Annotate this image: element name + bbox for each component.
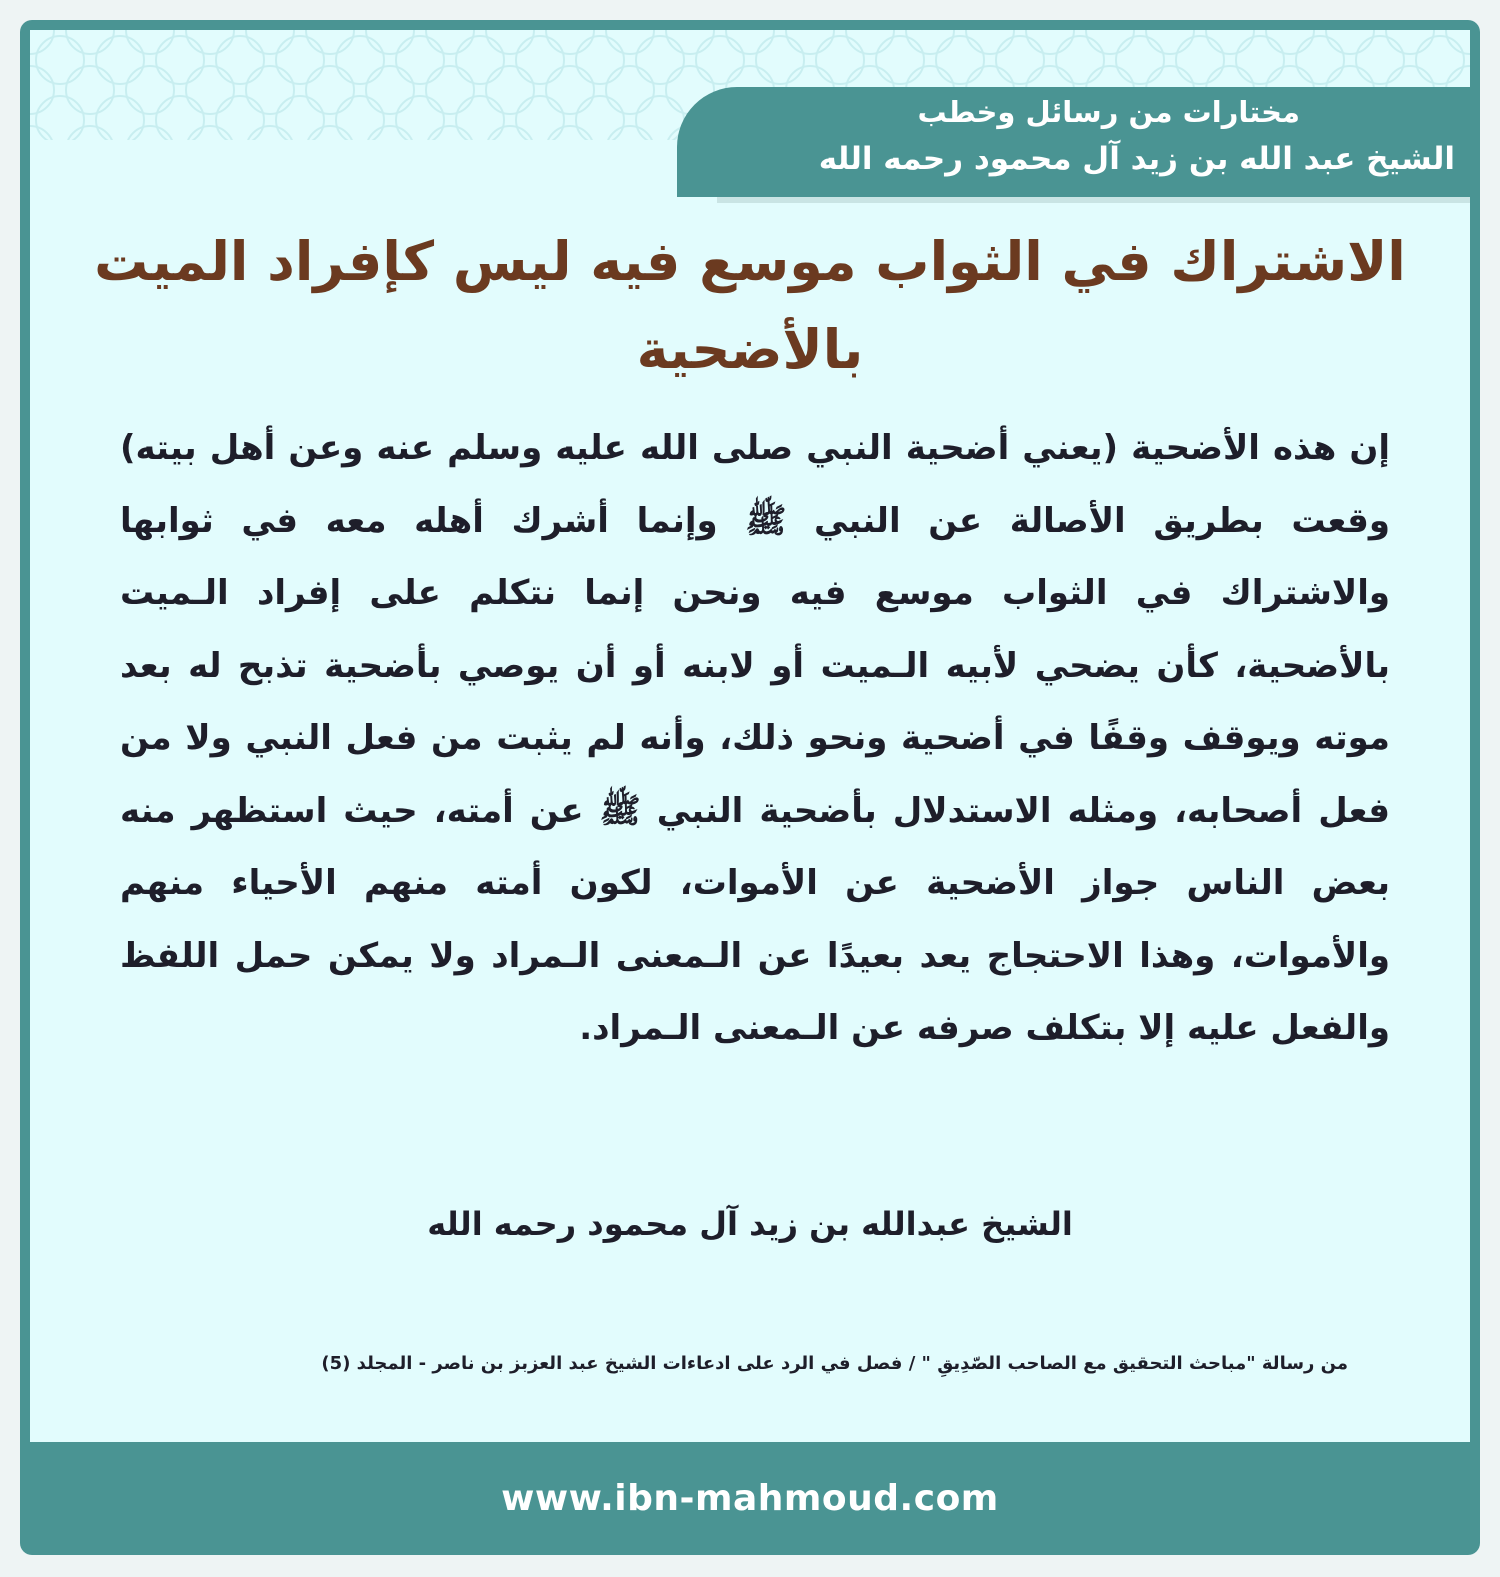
footer	[20, 1442, 1480, 1555]
header-author: الشيخ عبد الله بن زيد آل محمود رحمه الله	[818, 141, 1455, 177]
body-text: إن هذه الأضحية (يعني أضحية النبي صلى الله عليه وسلم عنه وعن أهل بيته) وقعت بطريق الأصالة عن النبي ﷺ وإنما أشرك أهله معه في ثوابها والاشتراك في الثواب موسع فيه ونحن إنما نتكلم على إفراد الـميت بالأضحية، كأن يضحي لأبيه الـميت أو لابنه أو أن يوصي بأضحية تذبح له بعد موته ويوقف وقفًا في أضحية ونحو ذلك، وأنه لم يثبت من فعل النبي ولا من فعل أصحابه، ومثله الاستدلال بأضحية النبي ﷺ عن أمته، حيث استظهر منه بعض الناس جواز الأضحية عن الأموات، لكون أمته منهم الأحياء منهم والأموات، وهذا الاحتجاج يعد بعيدًا عن الـمعنى الـمراد ولا يمكن حمل اللفظ والفعل عليه إلا بتكلف صرفه عن الـمعنى الـمراد.	[120, 428, 1390, 1048]
source-citation: من رسالة "مباحث التحقيق مع الصاحب الصّدِيقِ " / فصل في الرد على ادعاءات الشيخ عبد العزبز بن ناصر - المجلد (5)	[321, 1353, 1348, 1374]
header-banner	[677, 87, 1470, 197]
website-link[interactable]: www.ibn-mahmoud.com	[501, 1478, 999, 1519]
content-panel	[30, 30, 1470, 1442]
card	[20, 20, 1480, 1555]
header-subtitle: مختارات من رسائل وخطب	[917, 95, 1300, 129]
page-title: الاشتراك في الثواب موسع فيه ليس كإفراد الميت بالأضحية	[94, 230, 1406, 381]
author-signature: الشيخ عبدالله بن زيد آل محمود رحمه الله	[427, 1205, 1073, 1243]
